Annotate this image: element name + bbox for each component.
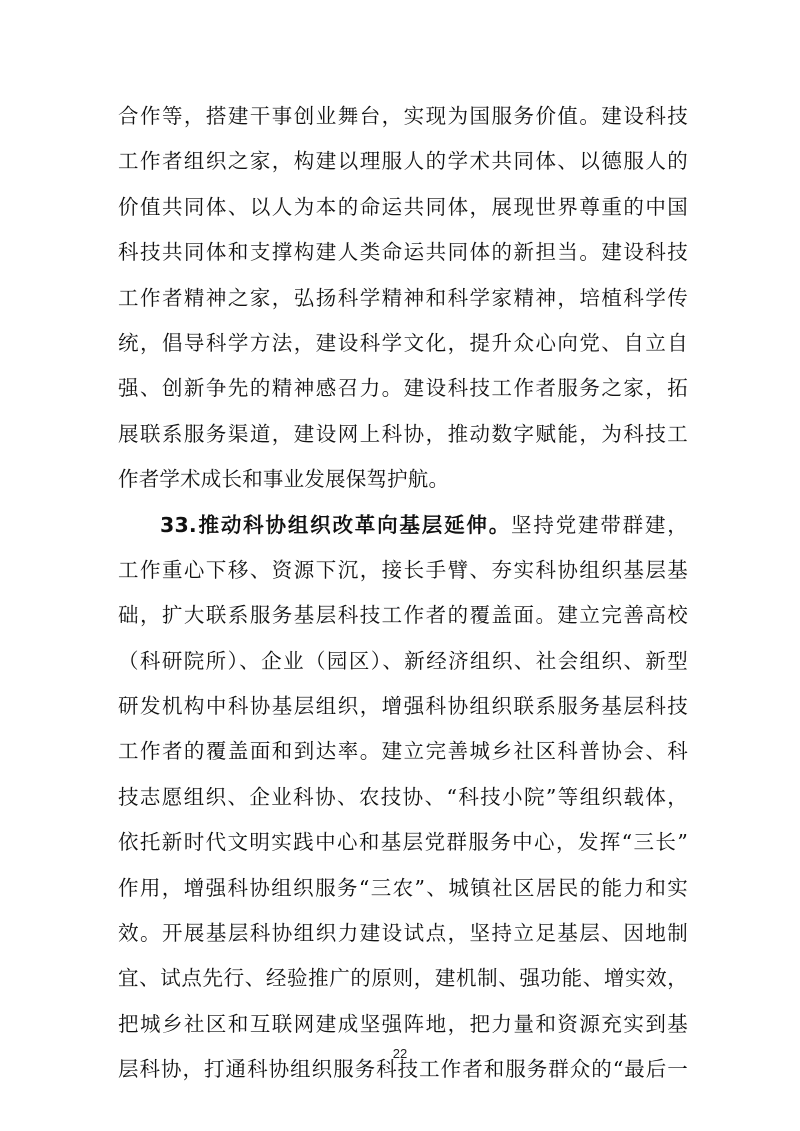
section-heading: 33.推动科协组织改革向基层延伸。 <box>160 512 512 537</box>
body-text <box>118 94 688 1093</box>
text-line: 层科协，打通科协组织服务科技工作者和服务群众的“最后一 <box>118 1057 688 1082</box>
text-line: 强、创新争先的精神感召力。建设科技工作者服务之家，拓 <box>118 376 688 401</box>
text-line: 依托新时代文明实践中心和基层党群服务中心，发挥“三长” <box>118 830 688 855</box>
text-line: 作用，增强科协组织服务“三农”、城镇社区居民的能力和实 <box>118 875 688 900</box>
text-line: 作者学术成长和事业发展保驾护航。 <box>118 467 450 492</box>
text-line: 工作者精神之家，弘扬科学精神和科学家精神，培植科学传 <box>118 285 688 310</box>
text-line: 础，扩大联系服务基层科技工作者的覆盖面。建立完善高校 <box>118 603 688 628</box>
text-line: 技志愿组织、企业科协、农技协、“科技小院”等组织载体， <box>118 784 688 809</box>
paragraph-1 <box>118 94 688 503</box>
text-line: 价值共同体、以人为本的命运共同体，展现世界尊重的中国 <box>118 194 688 219</box>
text-line: 科技共同体和支撑构建人类命运共同体的新担当。建设科技 <box>118 240 688 265</box>
heading-line-text: 坚持党建带群建， <box>511 512 688 537</box>
text-line: 统，倡导科学方法，建设科学文化，提升众心向党、自立自 <box>118 330 688 355</box>
text-line: 研发机构中科协基层组织，增强科协组织联系服务基层科技 <box>118 694 688 719</box>
text-line: （科研院所）、企业（园区）、新经济组织、社会组织、新型 <box>118 648 688 673</box>
text-line: 工作重心下移、资源下沉，接长手臂、夯实科协组织基层基 <box>118 557 688 582</box>
page-number: 22 <box>392 1046 408 1061</box>
text-line: 工作者组织之家，构建以理服人的学术共同体、以德服人的 <box>118 149 688 174</box>
section-heading-line <box>118 503 688 548</box>
text-line: 工作者的覆盖面和到达率。建立完善城乡社区科普协会、科 <box>118 739 688 764</box>
text-line: 展联系服务渠道，建设网上科协，推动数字赋能，为科技工 <box>118 421 688 446</box>
text-line: 把城乡社区和互联网建成坚强阵地，把力量和资源充实到基 <box>118 1011 688 1036</box>
text-line: 合作等，搭建干事创业舞台，实现为国服务价值。建设科技 <box>118 104 688 128</box>
paragraph-2 <box>118 503 688 1093</box>
text-line: 宜、试点先行、经验推广的原则，建机制、强功能、增实效， <box>118 966 688 991</box>
text-line: 效。开展基层科协组织力建设试点，坚持立足基层、因地制 <box>118 921 688 946</box>
